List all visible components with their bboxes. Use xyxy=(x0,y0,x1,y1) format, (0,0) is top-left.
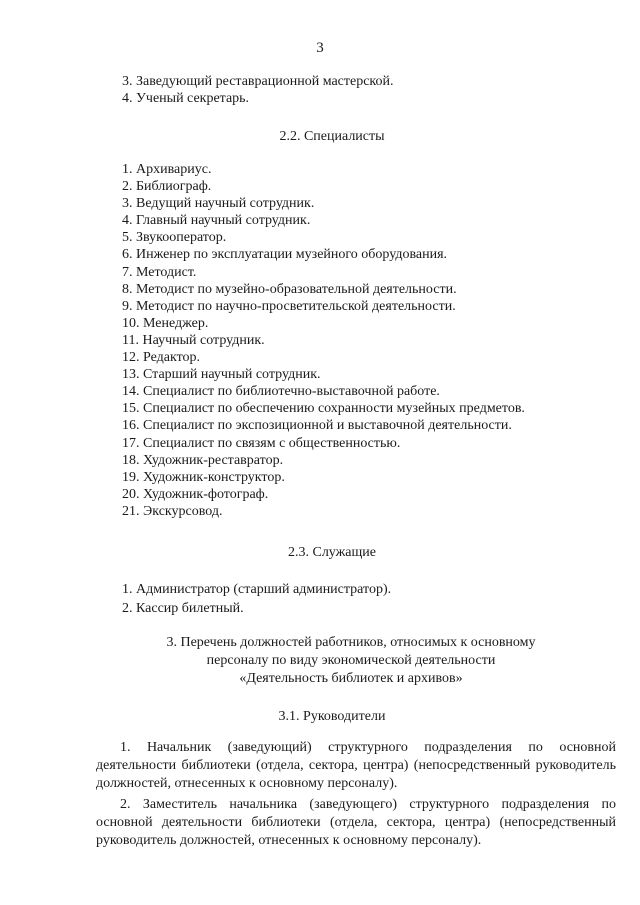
list-item: 3. Заведующий реставрационной мастерской. xyxy=(122,74,394,89)
list-item: 7. Методист. xyxy=(122,264,197,280)
list-item: 16. Специалист по экспозиционной и выставочной деятельности. xyxy=(122,418,512,434)
list-item: 11. Научный сотрудник. xyxy=(122,332,265,348)
leaders-list-continued xyxy=(122,73,394,107)
page-number: 3 xyxy=(316,40,324,56)
list-item: 5. Звукооператор. xyxy=(122,230,227,246)
section-title-line: «Деятельность библиотек и архивов» xyxy=(239,671,463,686)
list-item: 13. Старший научный сотрудник. xyxy=(122,367,321,383)
list-item: 20. Художник-фотограф. xyxy=(122,486,269,502)
list-item: 2. Кассир билетный. xyxy=(122,601,244,616)
list-item: 21. Экскурсовод. xyxy=(122,503,223,519)
paragraph-head-of-division: 1. Начальник (заведующий) структурного подразделения по основной деятельности библиотеки (отдела, сектора, центра) (непосредственный руководитель должностей, отнесенных к основному персоналу). xyxy=(96,740,616,791)
section-title-line: 3. Перечень должностей работников, относимых к основному xyxy=(166,635,536,650)
specialists-list xyxy=(122,161,525,520)
section-heading-leaders: 3.1. Руководители xyxy=(278,709,386,724)
paragraph-deputy-head-of-division: 2. Заместитель начальника (заведующего) структурного подразделения по основной деятельности библиотеки (отдела, сектора, центра) (непосредственный руководитель должностей, отнесенных к основному персоналу). xyxy=(96,797,616,848)
list-item: 18. Художник-реставратор. xyxy=(122,452,284,468)
list-item: 8. Методист по музейно-образовательной деятельности. xyxy=(122,281,457,297)
list-item: 1. Администратор (старший администратор). xyxy=(122,582,392,597)
list-item: 4. Главный научный сотрудник. xyxy=(122,213,311,229)
list-item: 4. Ученый секретарь. xyxy=(122,91,250,106)
list-item: 17. Специалист по связям с общественностью. xyxy=(122,435,401,451)
list-item: 15. Специалист по обеспечению сохранности музейных предметов. xyxy=(122,401,525,417)
list-item: 1. Архивариус. xyxy=(122,162,212,177)
section-heading-specialists: 2.2. Специалисты xyxy=(279,129,385,144)
list-item: 9. Методист по научно-просветительской деятельности. xyxy=(122,298,456,314)
list-item: 14. Специалист по библиотечно-выставочной работе. xyxy=(122,384,440,400)
section-title-line: персоналу по виду экономической деятельности xyxy=(206,653,496,668)
list-item: 6. Инженер по эксплуатации музейного оборудования. xyxy=(122,247,448,263)
list-item: 3. Ведущий научный сотрудник. xyxy=(122,196,315,212)
section-heading-employees: 2.3. Служащие xyxy=(287,545,376,560)
employees-list xyxy=(122,580,391,618)
list-item: 19. Художник-конструктор. xyxy=(122,469,285,485)
list-item: 12. Редактор. xyxy=(122,350,201,366)
list-item: 2. Библиограф. xyxy=(122,179,212,195)
list-item: 10. Менеджер. xyxy=(122,315,209,331)
section-title-library-activity xyxy=(86,634,616,688)
